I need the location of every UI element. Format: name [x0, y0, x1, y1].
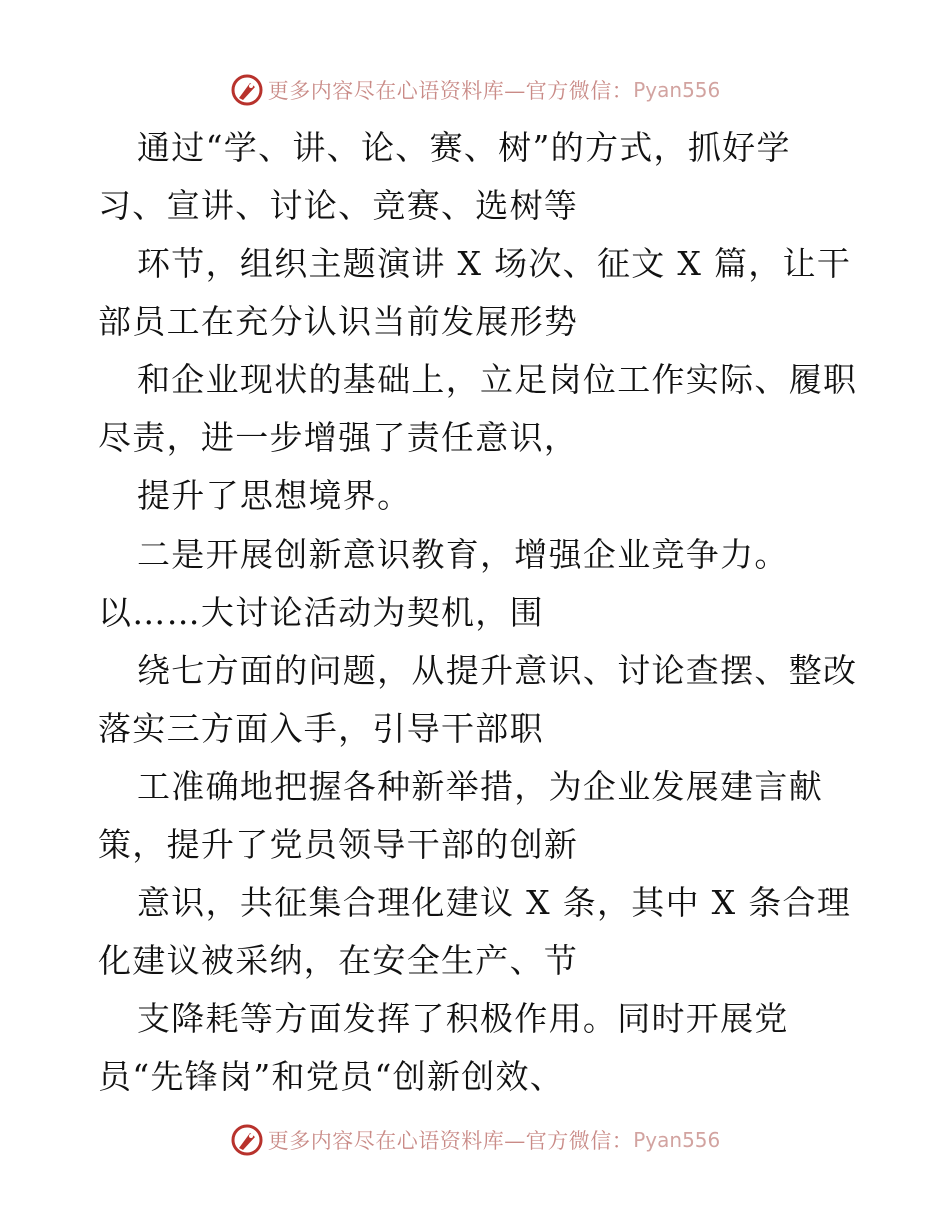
body-line: 习、宣讲、讨论、竞赛、选树等 — [98, 186, 579, 225]
body-line: 尽责，进一步增强了责任意识， — [98, 418, 579, 457]
body-line: 以……大讨论活动为契机，围 — [98, 593, 544, 632]
body-line: 部员工在充分认识当前发展形势 — [98, 302, 579, 341]
body-line: 员“先锋岗”和党员“创新创效、 — [98, 1057, 565, 1096]
body-line: 绕七方面的问题，从提升意识、讨论查摆、整改 — [137, 651, 858, 690]
body-line: 工准确地把握各种新举措，为企业发展建言献 — [137, 767, 823, 806]
header-banner — [0, 70, 950, 110]
wechat-id: Pyan556 — [633, 1128, 721, 1152]
wechat-id: Pyan556 — [633, 78, 721, 102]
body-line: 落实三方面入手，引导干部职 — [98, 709, 544, 748]
body-line: 提升了思想境界。 — [137, 476, 412, 515]
body-line: 化建议被采纳，在安全生产、节 — [98, 941, 579, 980]
footer-banner — [0, 1120, 950, 1160]
pen-nib-logo-icon — [230, 73, 264, 107]
body-line: 支降耗等方面发挥了积极作用。同时开展党 — [137, 999, 789, 1038]
body-line: 二是开展创新意识教育，增强企业竞争力。 — [137, 535, 789, 574]
banner-text: 更多内容尽在心语资料库—官方微信： — [267, 1129, 634, 1153]
body-line: 策，提升了党员领导干部的创新 — [98, 825, 579, 864]
banner-text: 更多内容尽在心语资料库—官方微信： — [267, 79, 634, 103]
body-line: 通过“学、讲、论、赛、树”的方式，抓好学 — [137, 128, 791, 167]
body-line: 环节，组织主题演讲 X 场次、征文 X 篇，让干 — [137, 244, 852, 283]
body-line: 意识，共征集合理化建议 X 条，其中 X 条合理 — [137, 883, 852, 922]
pen-nib-logo-icon — [230, 1123, 264, 1157]
body-line: 和企业现状的基础上，立足岗位工作实际、履职 — [137, 360, 858, 399]
